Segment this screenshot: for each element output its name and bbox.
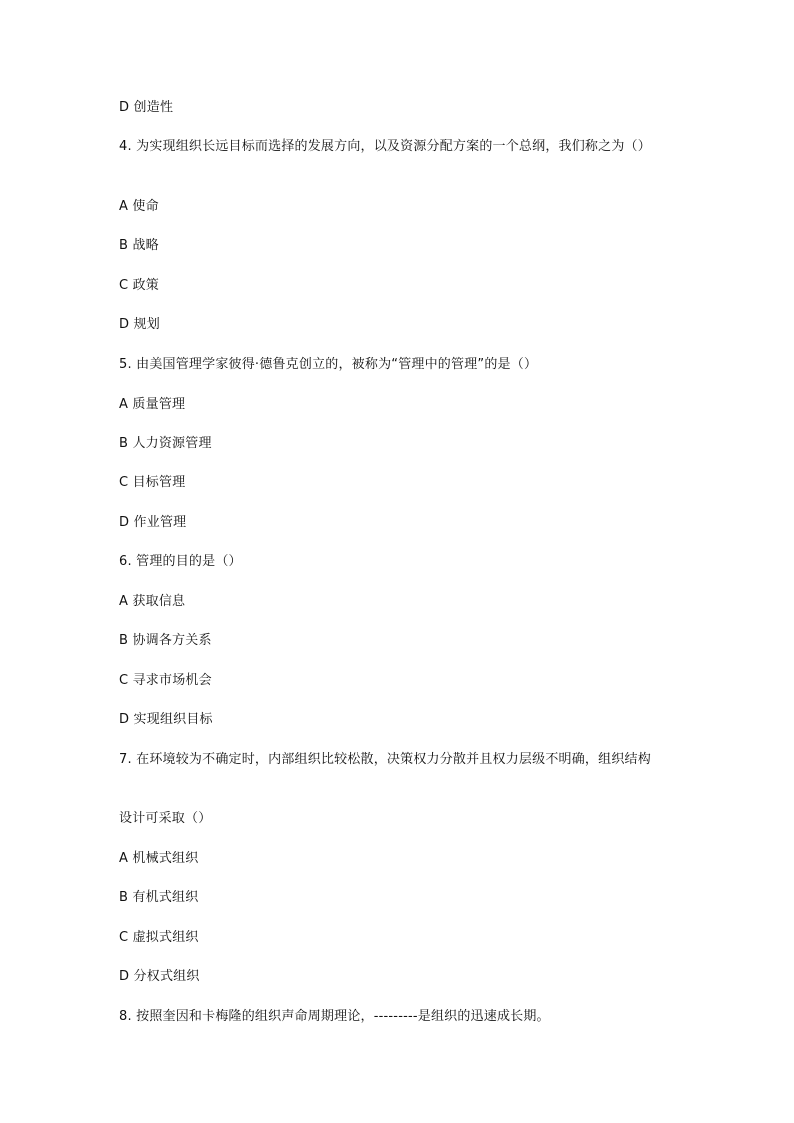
- option-a-q4: A 使命: [119, 199, 159, 214]
- option-d-q3: D 创造性: [119, 100, 174, 115]
- option-c-q6: C 寻求市场机会: [119, 673, 212, 688]
- question-7: 7. 在环境较为不确定时，内部组织比较松散，决策权力分散并且权力层级不明确，组织结构: [119, 752, 651, 767]
- option-c-q4: C 政策: [119, 278, 160, 293]
- option-b-q5: B 人力资源管理: [119, 436, 212, 451]
- option-c-q7: C 虚拟式组织: [119, 930, 199, 945]
- option-d-q7: D 分权式组织: [119, 969, 200, 984]
- question-8: 8. 按照奎因和卡梅隆的组织声命周期理论，---------是组织的迅速成长期。: [119, 1009, 550, 1024]
- option-d-q5: D 作业管理: [119, 515, 187, 530]
- option-d-q6: D 实现组织目标: [119, 712, 213, 727]
- question-6: 6. 管理的目的是（）: [119, 554, 242, 569]
- option-b-q6: B 协调各方关系: [119, 633, 212, 648]
- option-b-q7: B 有机式组织: [119, 890, 199, 905]
- question-7-continued: 设计可采取（）: [119, 811, 212, 826]
- option-c-q5: C 目标管理: [119, 475, 186, 490]
- option-d-q4: D 规划: [119, 317, 160, 332]
- option-a-q5: A 质量管理: [119, 397, 186, 412]
- option-a-q7: A 机械式组织: [119, 851, 199, 866]
- question-5: 5. 由美国管理学家彼得·德鲁克创立的，被称为“管理中的管理”的是（）: [119, 357, 538, 372]
- option-b-q4: B 战略: [119, 238, 159, 253]
- option-a-q6: A 获取信息: [119, 594, 186, 609]
- question-4: 4. 为实现组织长远目标而选择的发展方向，以及资源分配方案的一个总纲，我们称之为（）: [119, 139, 651, 154]
